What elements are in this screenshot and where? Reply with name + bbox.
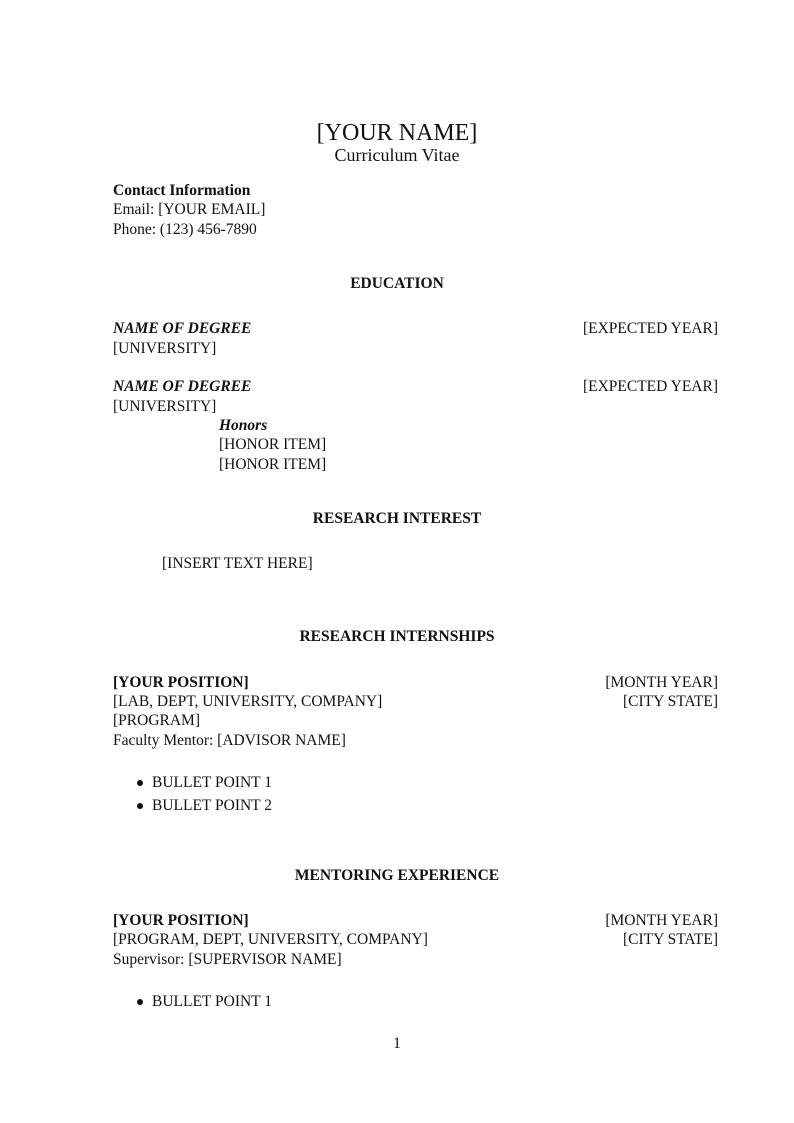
position-date: [MONTH YEAR] xyxy=(605,674,718,691)
bullet-icon xyxy=(137,780,143,786)
degree-year: [EXPECTED YEAR] xyxy=(582,378,718,395)
degree-name: NAME OF DEGREE xyxy=(113,378,252,395)
bullet-icon xyxy=(137,999,143,1005)
bullet-icon xyxy=(137,803,143,809)
contact-email: Email: [YOUR EMAIL] xyxy=(113,201,266,218)
section-heading-research-interest: RESEARCH INTEREST xyxy=(312,510,482,527)
degree-year: [EXPECTED YEAR] xyxy=(582,320,718,337)
position-mentor: Faculty Mentor: [ADVISOR NAME] xyxy=(113,732,346,749)
position-org: [LAB, DEPT, UNIVERSITY, COMPANY] xyxy=(113,693,383,710)
bullet-item: BULLET POINT 1 xyxy=(152,774,272,791)
degree-name: NAME OF DEGREE xyxy=(113,320,252,337)
contact-phone: Phone: (123) 456-7890 xyxy=(113,221,257,238)
research-interest-text: [INSERT TEXT HERE] xyxy=(162,555,313,572)
section-heading-research-internships: RESEARCH INTERNSHIPS xyxy=(299,628,495,645)
position-org: [PROGRAM, DEPT, UNIVERSITY, COMPANY] xyxy=(113,931,428,948)
position-title: [YOUR POSITION] xyxy=(113,674,249,691)
contact-heading: Contact Information xyxy=(113,182,251,199)
cv-subtitle: Curriculum Vitae xyxy=(334,145,460,165)
honor-item: [HONOR ITEM] xyxy=(219,456,327,473)
position-location: [CITY STATE] xyxy=(622,931,718,948)
position-supervisor: Supervisor: [SUPERVISOR NAME] xyxy=(113,951,342,968)
honor-item: [HONOR ITEM] xyxy=(219,436,327,453)
degree-university: [UNIVERSITY] xyxy=(113,398,217,415)
position-title: [YOUR POSITION] xyxy=(113,912,249,929)
bullet-item: BULLET POINT 1 xyxy=(152,993,272,1010)
position-date: [MONTH YEAR] xyxy=(605,912,718,929)
position-program: [PROGRAM] xyxy=(113,712,200,729)
bullet-item: BULLET POINT 2 xyxy=(152,797,272,814)
honors-heading: Honors xyxy=(219,417,268,434)
degree-university: [UNIVERSITY] xyxy=(113,340,217,357)
position-location: [CITY STATE] xyxy=(622,693,718,710)
section-heading-education: EDUCATION xyxy=(350,275,444,292)
cv-name: [YOUR NAME] xyxy=(316,120,478,146)
page-number: 1 xyxy=(393,1035,401,1052)
section-heading-mentoring-experience: MENTORING EXPERIENCE xyxy=(294,867,500,884)
